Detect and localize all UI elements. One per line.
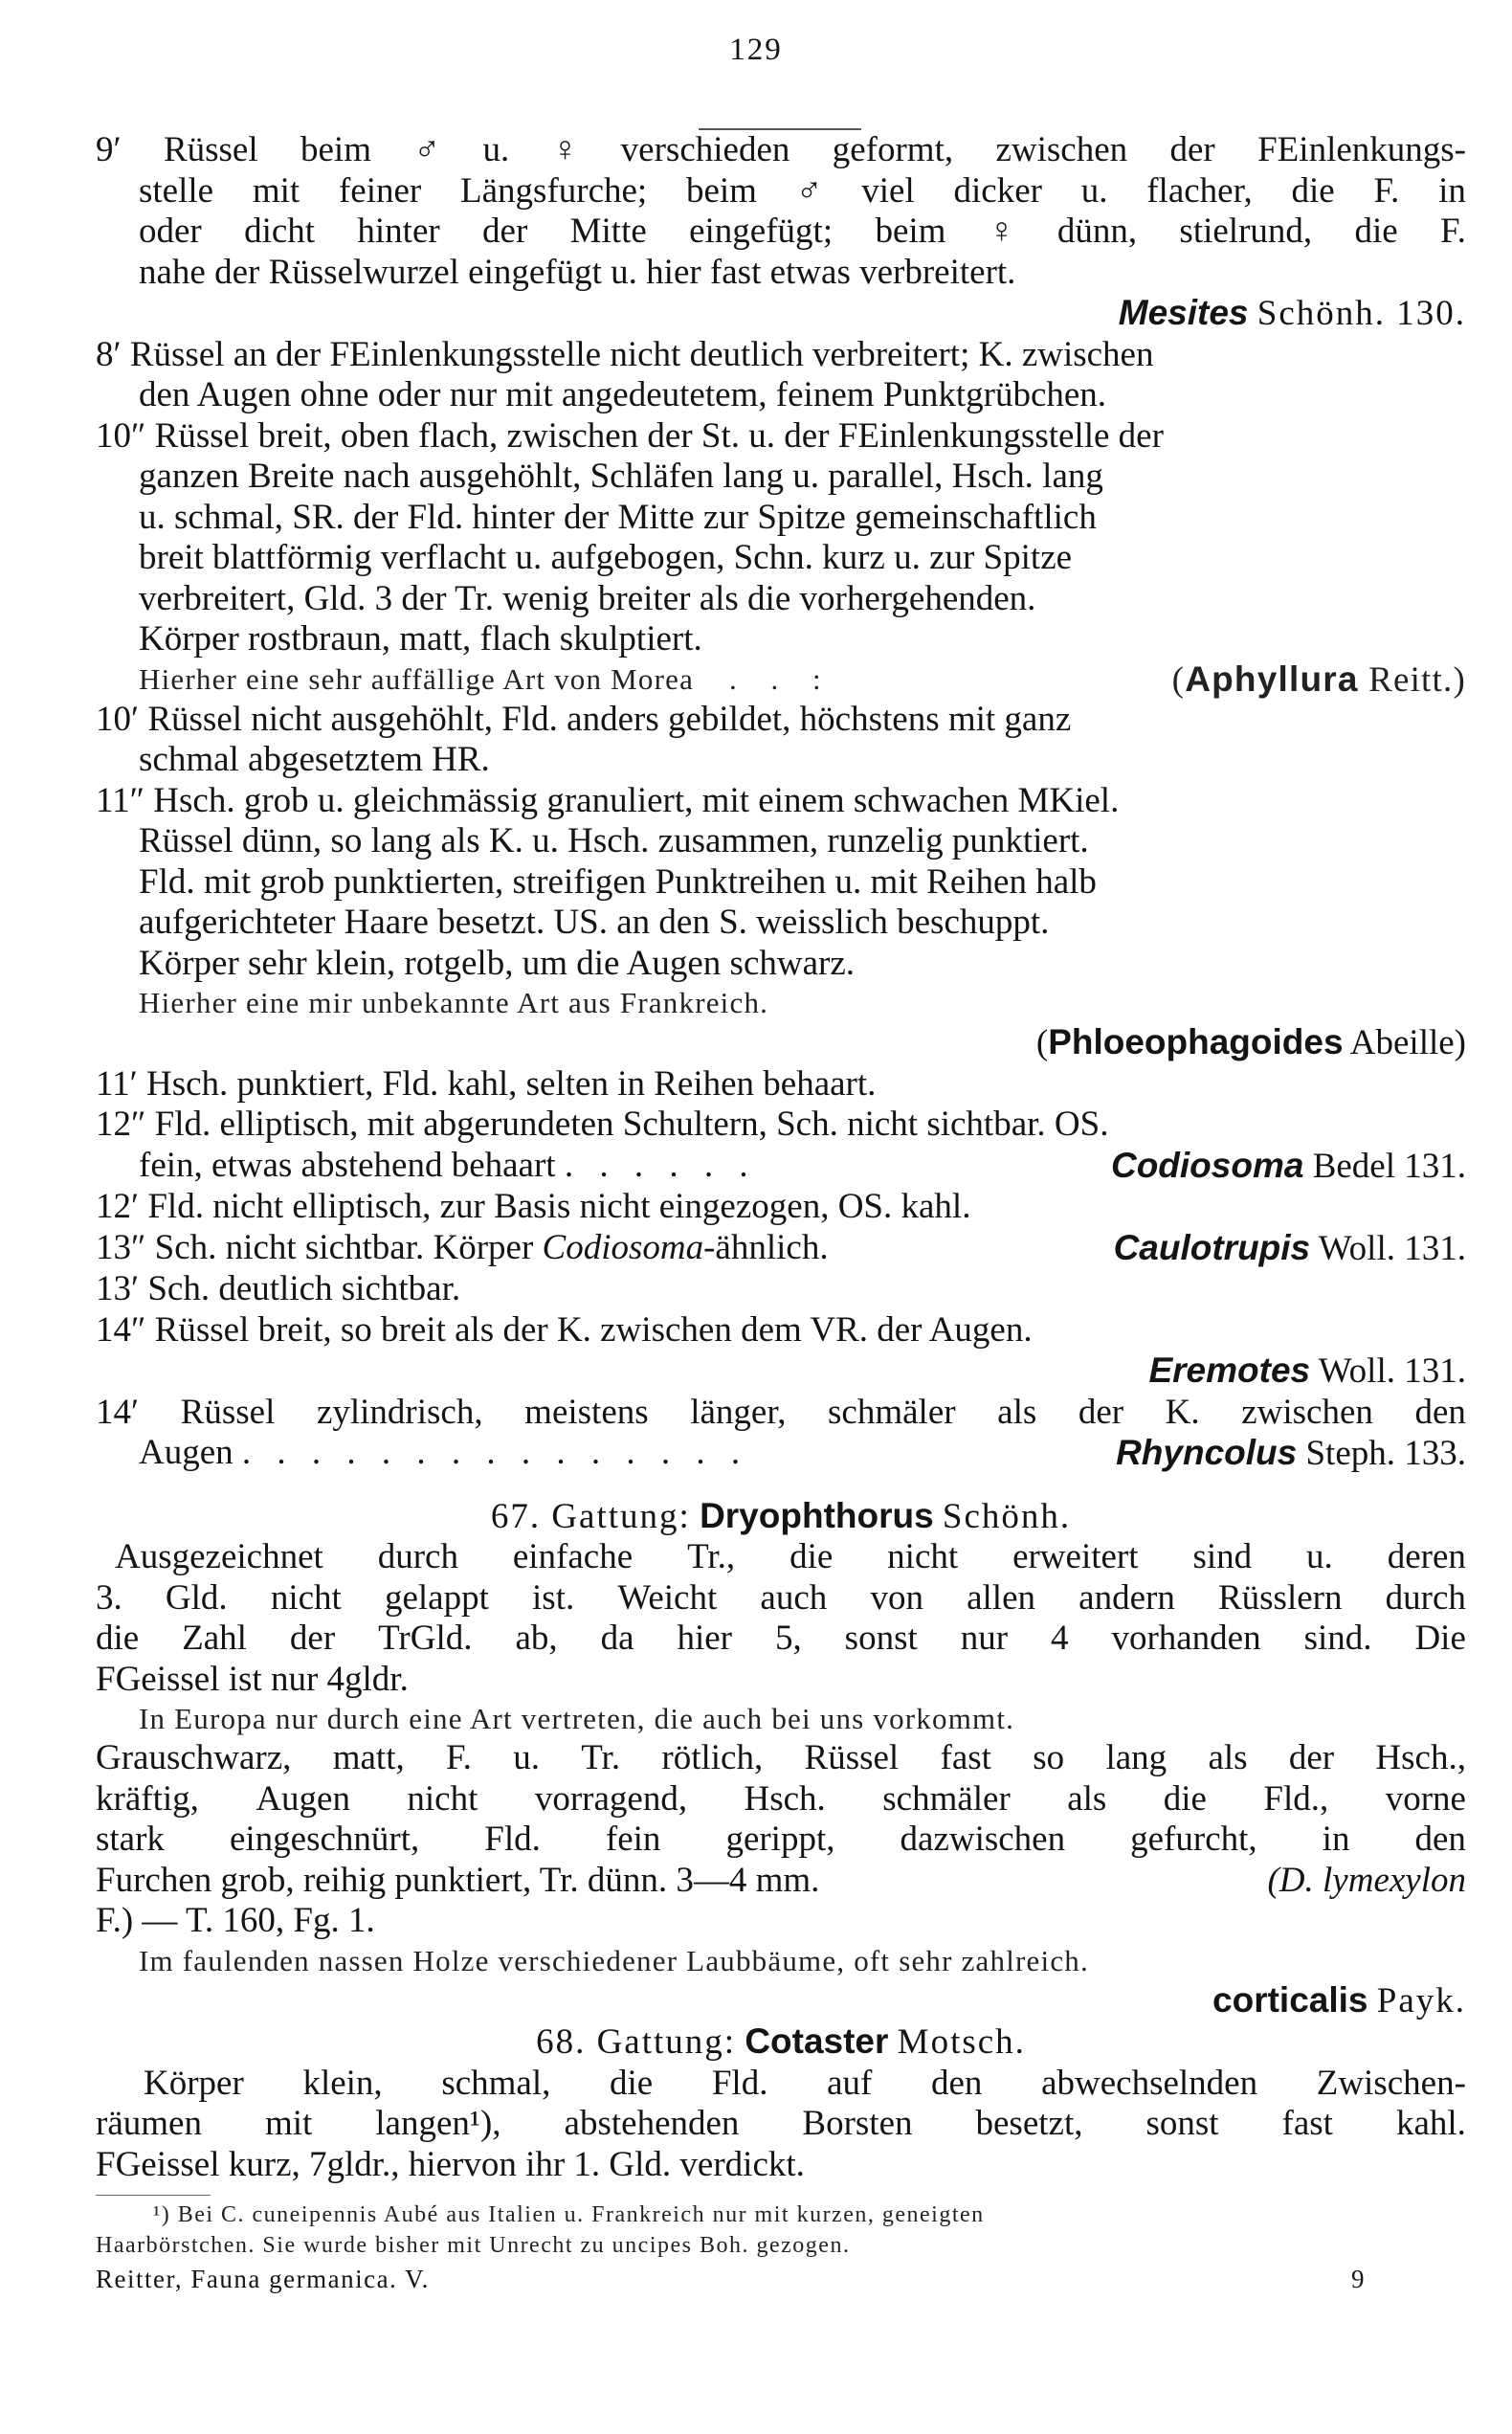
text-line: stelle mit feiner Längsfurche; beim ♂ viel dicker u. flacher, die F. in (139, 170, 1466, 211)
genus-author: Woll. 131. (1318, 1228, 1466, 1268)
dot-leader: . . . . . . . . . . . . . . . (241, 1433, 749, 1472)
note-line: Hierher eine mir unbekannte Art aus Frankreich. (139, 986, 769, 1019)
genus-author: Motsch. (897, 2022, 1026, 2062)
footnote-line: ¹) Bei C. cuneipennis Aubé aus Italien u. Frankreich nur mit kurzen, geneigten (153, 2202, 985, 2227)
species-name: (D. lymexylon (1267, 1860, 1466, 1900)
footnote-line: Haarbörstchen. Sie wurde bisher mit Unrecht zu uncipes Boh. gezogen. (96, 2233, 851, 2258)
text-line: ganzen Breite nach ausgehöhlt, Schläfen lang u. parallel, Hsch. lang (139, 457, 1103, 496)
genus-line (96, 1228, 1466, 1270)
text-line: 10″ Rüssel breit, oben flach, zwischen der St. u. der FEinlenkungsstelle der (96, 415, 1164, 456)
genus-author: Schönh. (942, 1496, 1072, 1536)
genus-author: Schönh. 130. (1256, 294, 1466, 333)
dot-leader: . . : (729, 661, 834, 696)
text-line: Grauschwarz, matt, F. u. Tr. rötlich, Rüssel fast so lang als der Hsch., (96, 1738, 1466, 1777)
text-line: 11′ Hsch. punktiert, Fld. kahl, selten in Reihen behaart. (96, 1063, 877, 1104)
text-line: oder dicht hinter der Mitte eingefügt; beim ♀ dünn, stielrund, die F. (139, 212, 1466, 251)
species-name: corticalis (1212, 1979, 1368, 2020)
genus-line (96, 1146, 1466, 1188)
note-line: In Europa nur durch eine Art vertreten, die auch bei uns vorkommt. (139, 1702, 1015, 1735)
text-line: 13′ Sch. deutlich sichtbar. (96, 1269, 461, 1308)
note-text: Hierher eine sehr auffällige Art von Morea (139, 661, 695, 696)
genus-author: Reitt.) (1368, 659, 1466, 700)
text-line: 12′ Fld. nicht elliptisch, zur Basis nicht eingezogen, OS. kahl. (96, 1187, 971, 1226)
genus-name: Cotaster (745, 2021, 889, 2061)
text-line: 14″ Rüssel breit, so breit als der K. zwischen dem VR. der Augen. (96, 1309, 1033, 1350)
species-author: Payk. (1376, 1980, 1466, 2021)
genus-reference: Codiosoma (542, 1227, 704, 1267)
text-line: 12″ Fld. elliptisch, mit abgerundeten Schultern, Sch. nicht sichtbar. OS. (96, 1105, 1109, 1144)
text-line: breit blattförmig verflacht u. aufgebogen, Schn. kurz u. zur Spitze (139, 538, 1073, 577)
genus-line (96, 1351, 1466, 1393)
text-line: Ausgezeichnet durch einfache Tr., die nicht erweitert sind u. deren (115, 1537, 1466, 1576)
genus-line (96, 1433, 1466, 1475)
text-fragment: fein, etwas abstehend behaart (139, 1145, 556, 1185)
text-line: Rüssel dünn, so lang als K. u. Hsch. zusammen, runzelig punktiert. (139, 821, 1089, 860)
footnote-rule (96, 2195, 211, 2196)
text-line: Körper rostbraun, matt, flach skulptiert. (139, 619, 702, 659)
section-number: 67. Gattung: (490, 1496, 691, 1536)
note-line: Im faulenden nassen Holze verschiedener Laubbäume, oft sehr zahlreich. (139, 1943, 1089, 1977)
text-line: 14′ Rüssel zylindrisch, meistens länger, schmäler als der K. zwischen den (96, 1392, 1466, 1432)
text-line: kräftig, Augen nicht vorragend, Hsch. schmäler als die Fld., vorne (96, 1778, 1466, 1819)
section-heading (96, 1496, 1466, 1538)
text-line: 9′ Rüssel beim ♂ u. ♀ verschieden geformt, zwischen der FEinlenkungs- (96, 130, 1466, 169)
open-paren: ( (1171, 659, 1186, 700)
text-line: 10′ Rüssel nicht ausgehöhlt, Fld. anders gebildet, höchstens mit ganz (96, 699, 1072, 739)
genus-author: Abeille) (1349, 1023, 1466, 1062)
genus-name: Rhyncolus (1116, 1433, 1298, 1472)
sheet-number: 9 (1351, 2265, 1366, 2293)
dot-leader: . . . . . . (564, 1145, 757, 1185)
text-line: stark eingeschnürt, Fld. fein gerippt, dazwischen gefurcht, in den (96, 1820, 1466, 1859)
text-fragment: Furchen grob, reihig punktiert, Tr. dünn. 3—4 mm. (96, 1860, 820, 1900)
genus-name: Codiosoma (1110, 1145, 1304, 1185)
signature-mark: Reitter, Fauna germanica. V. (96, 2265, 430, 2293)
text-line: Körper sehr klein, rotgelb, um die Augen schwarz. (139, 943, 856, 983)
text-line: 8′ Rüssel an der FEinlenkungsstelle nicht deutlich verbreitert; K. zwischen (96, 334, 1154, 374)
page-footer (96, 2261, 1466, 2297)
text-fragment: Augen (139, 1433, 233, 1472)
text-fragment: -ähnlich. (703, 1227, 829, 1267)
text-column (96, 130, 1466, 2297)
text-line: nahe der Rüsselwurzel eingefügt u. hier fast etwas verbreitert. (139, 252, 1016, 292)
text-line: Körper klein, schmal, die Fld. auf den abwechselnden Zwischen- (144, 2063, 1466, 2103)
genus-name: Caulotrupis (1113, 1227, 1311, 1267)
text-line: verbreitert, Gld. 3 der Tr. wenig breiter als die vorhergehenden. (139, 578, 1036, 618)
text-line: F.) — T. 160, Fg. 1. (96, 1901, 375, 1940)
text-line: FGeissel kurz, 7gldr., hiervon ihr 1. Gld. verdickt. (96, 2144, 805, 2184)
genus-name: Phloeophagoides (1048, 1022, 1344, 1061)
text-line: 11″ Hsch. grob u. gleichmässig granuliert, mit einem schwachen MKiel. (96, 780, 1120, 820)
genus-name: Aphyllura (1185, 659, 1359, 699)
section-number: 68. Gattung: (536, 2022, 737, 2062)
text-fragment: 13″ Sch. nicht sichtbar. Körper (96, 1227, 534, 1267)
text-line: 3. Gld. nicht gelappt ist. Weicht auch von allen andern Rüsslern durch (96, 1577, 1466, 1618)
genus-name: Eremotes (1148, 1351, 1311, 1390)
genus-name: Mesites (1118, 293, 1249, 332)
genus-author: Woll. 131. (1318, 1351, 1466, 1391)
genus-author: Steph. 133. (1305, 1434, 1466, 1473)
text-line: Fld. mit grob punktierten, streifigen Punktreihen u. mit Reihen halb (139, 861, 1097, 902)
text-line: u. schmal, SR. der Fld. hinter der Mitte zur Spitze gemeinschaftlich (139, 497, 1097, 537)
note-line (96, 660, 1466, 700)
section-heading (96, 2021, 1466, 2064)
genus-line (96, 293, 1466, 335)
page-number: 129 (729, 33, 783, 67)
text-line: aufgerichteter Haare besetzt. US. an den S. weisslich beschuppt. (139, 903, 1050, 942)
text-line: schmal abgesetztem HR. (139, 740, 490, 779)
text-line: die Zahl der TrGld. ab, da hier 5, sonst nur 4 vorhanden sind. Die (96, 1619, 1466, 1658)
text-line (96, 1861, 1466, 1902)
text-line: FGeissel ist nur 4gldr. (96, 1659, 409, 1699)
text-line: räumen mit langen¹), abstehenden Borsten besetzt, sonst fast kahl. (96, 2104, 1466, 2143)
genus-author: Bedel 131. (1312, 1146, 1466, 1186)
text-line: den Augen ohne oder nur mit angedeutetem, feinem Punktgrübchen. (139, 375, 1107, 414)
genus-line (96, 1022, 1466, 1064)
species-line (96, 1980, 1466, 2022)
open-paren: ( (1035, 1023, 1049, 1062)
genus-name: Dryophthorus (700, 1495, 934, 1535)
